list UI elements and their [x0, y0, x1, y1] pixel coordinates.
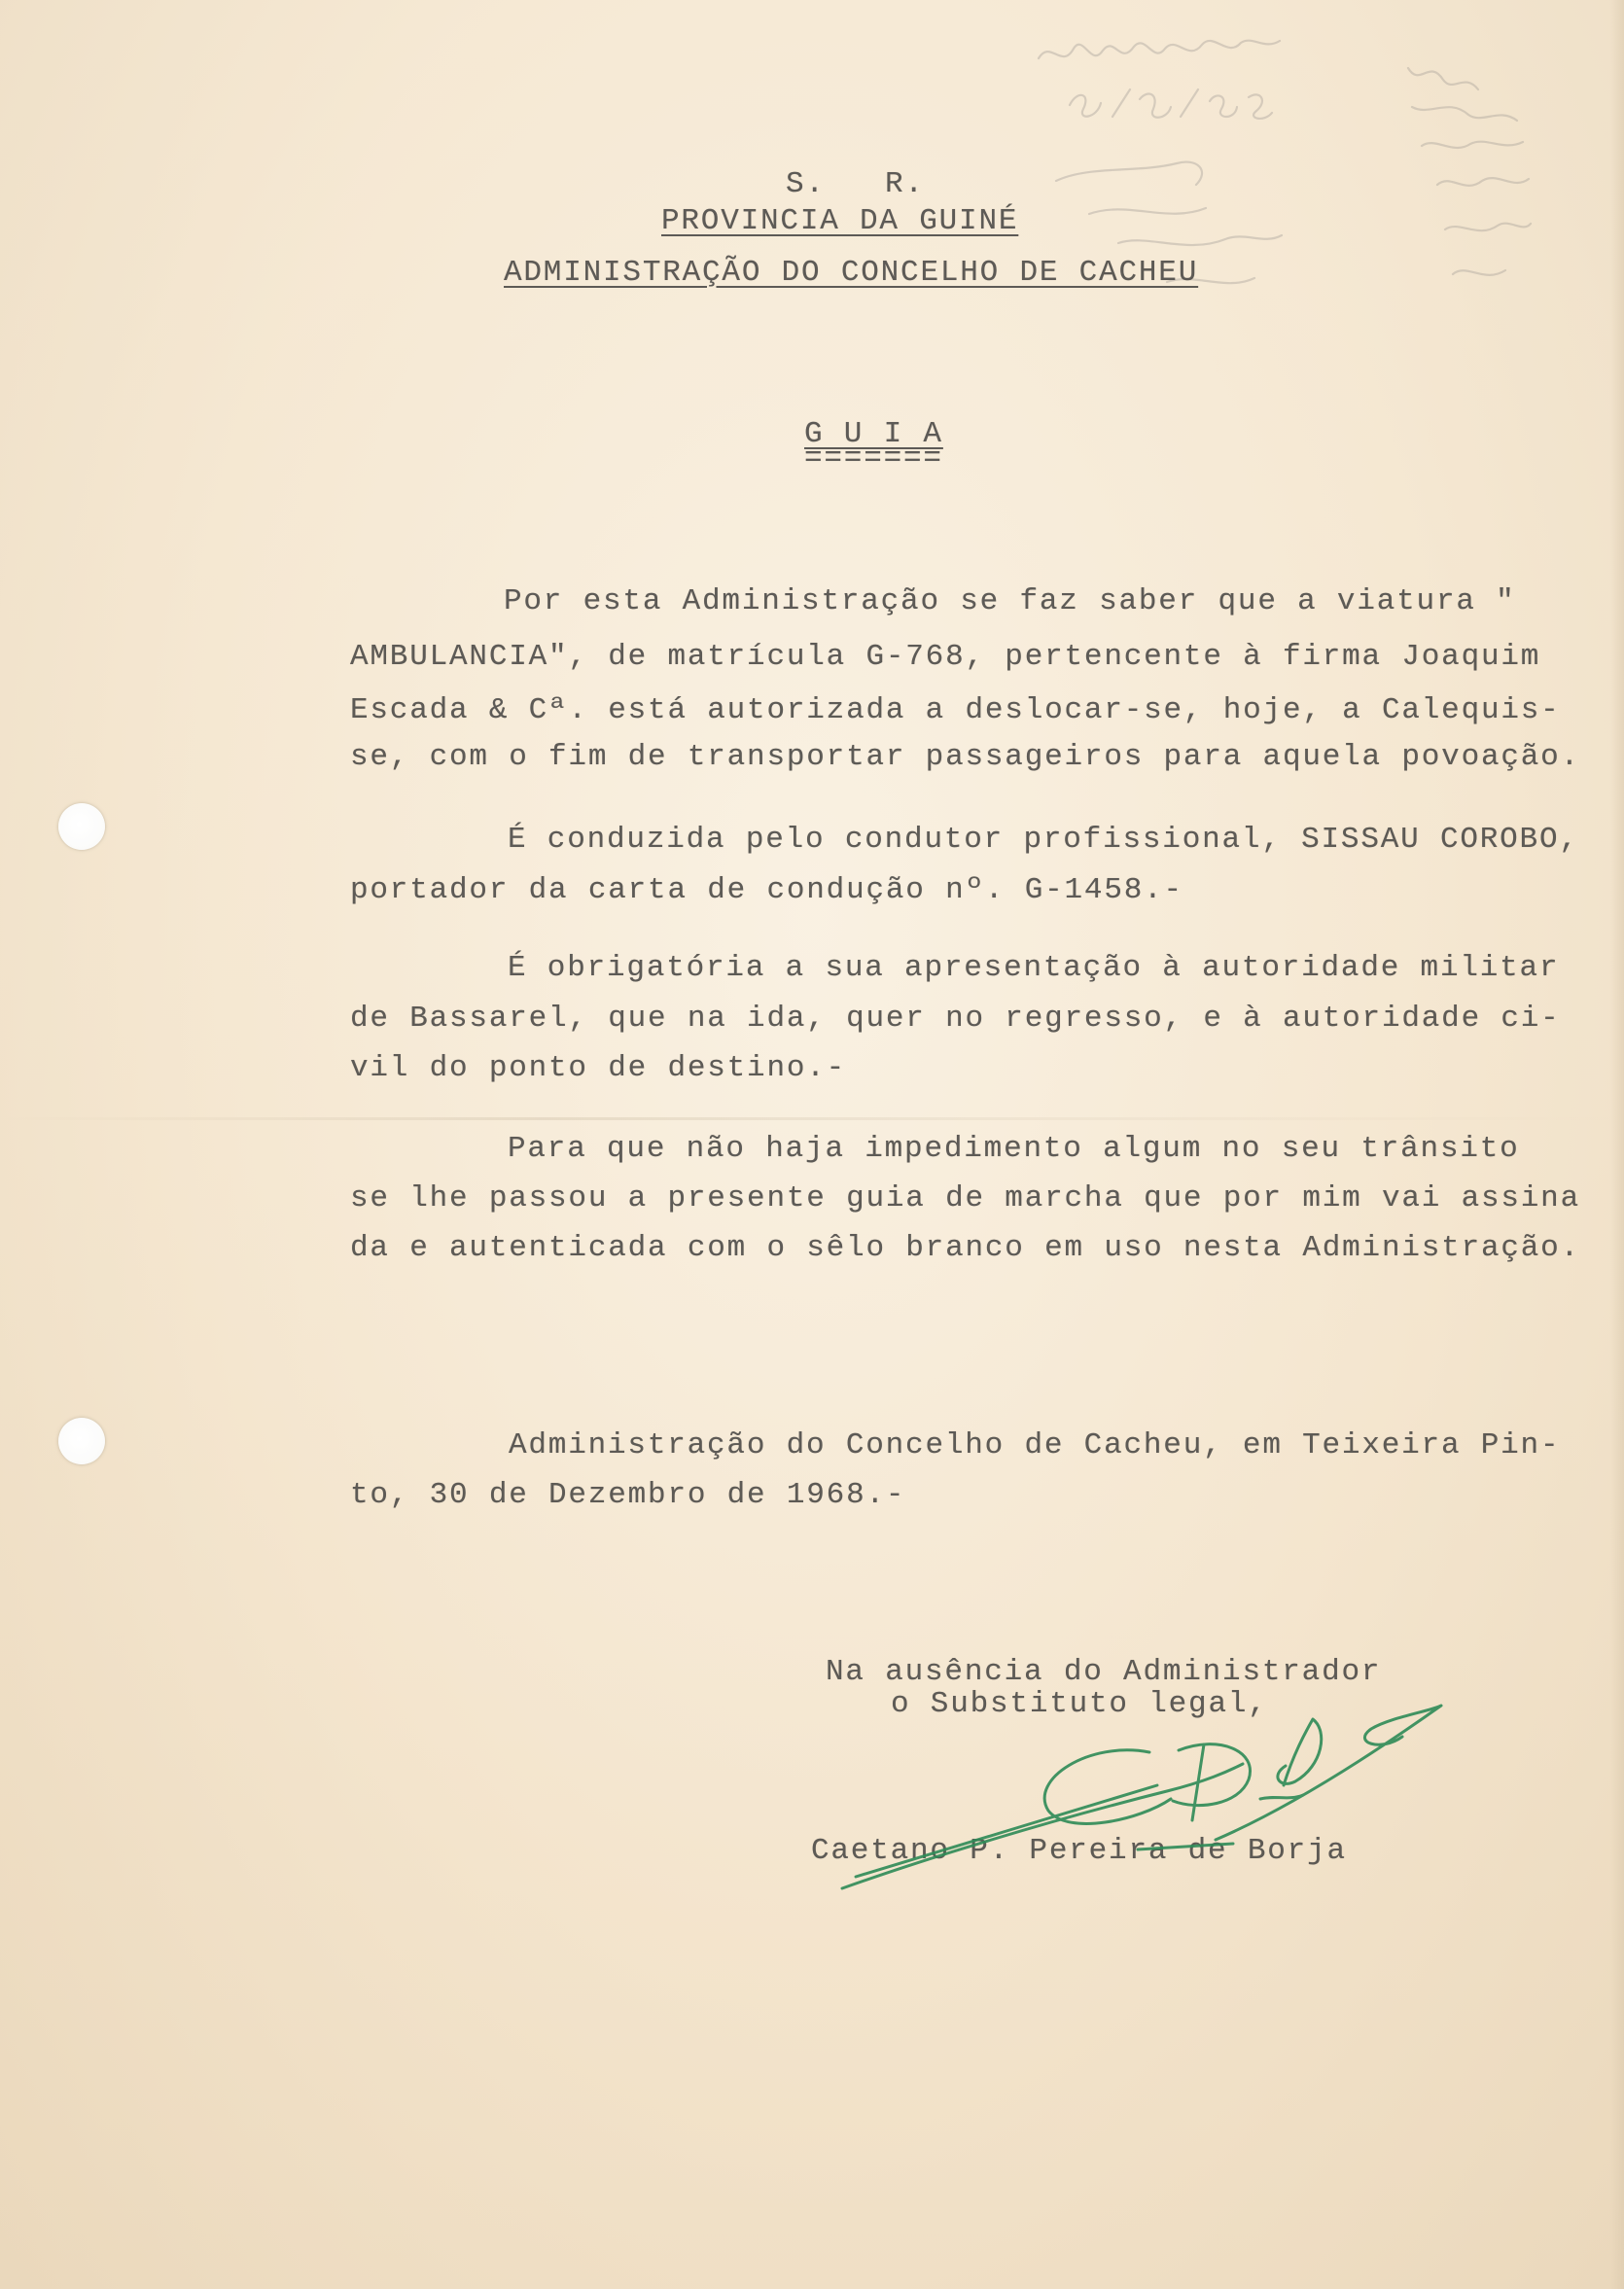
body-line: portador da carta de condução nº. G-1458.-: [350, 873, 1183, 907]
body-line: de Bassarel, que na ida, quer no regresso, e à autoridade ci-: [350, 1002, 1561, 1036]
body-line: Escada & Cª. está autorizada a deslocar-se, hoje, a Calequis-: [350, 693, 1561, 727]
paper-edge-shade: [1610, 0, 1624, 2289]
signature-caption: o Substituto legal,: [891, 1687, 1268, 1721]
title-double-rule: =======: [804, 441, 943, 475]
header-province: PROVINCIA DA GUINÉ: [661, 204, 1019, 238]
body-line: É conduzida pelo condutor profissional, SISSAU COROBO,: [508, 823, 1579, 857]
closing-date-line: to, 30 de Dezembro de 1968.-: [350, 1478, 906, 1512]
signature-caption: Na ausência do Administrador: [826, 1655, 1382, 1689]
body-line: vil do ponto de destino.-: [350, 1051, 847, 1085]
header-administration: ADMINISTRAÇÃO DO CONCELHO DE CACHEU: [504, 256, 1199, 290]
signatory-name: Caetano P. Pereira de Borja: [811, 1834, 1347, 1868]
body-line: AMBULANCIA", de matrícula G-768, pertencente à firma Joaquim: [350, 640, 1541, 674]
header-sr: S. R.: [786, 167, 925, 201]
punch-hole-bottom: [58, 1418, 105, 1464]
punch-hole-top: [58, 803, 105, 850]
body-line: Para que não haja impedimento algum no seu trânsito: [508, 1132, 1520, 1166]
document-title: G U I A: [804, 417, 943, 451]
body-line: se lhe passou a presente guia de marcha que por mim vai assina: [350, 1181, 1580, 1215]
body-line: É obrigatória a sua apresentação à autoridade militar: [508, 951, 1560, 985]
paper-fold-line: [0, 1117, 1624, 1120]
body-line: Por esta Administração se faz saber que a viatura ": [504, 584, 1516, 618]
closing-place-line: Administração do Concelho de Cacheu, em Teixeira Pin-: [509, 1428, 1561, 1462]
body-line: da e autenticada com o sêlo branco em uso nesta Administração.: [350, 1231, 1580, 1265]
body-line: se, com o fim de transportar passageiros para aquela povoação.: [350, 740, 1580, 774]
